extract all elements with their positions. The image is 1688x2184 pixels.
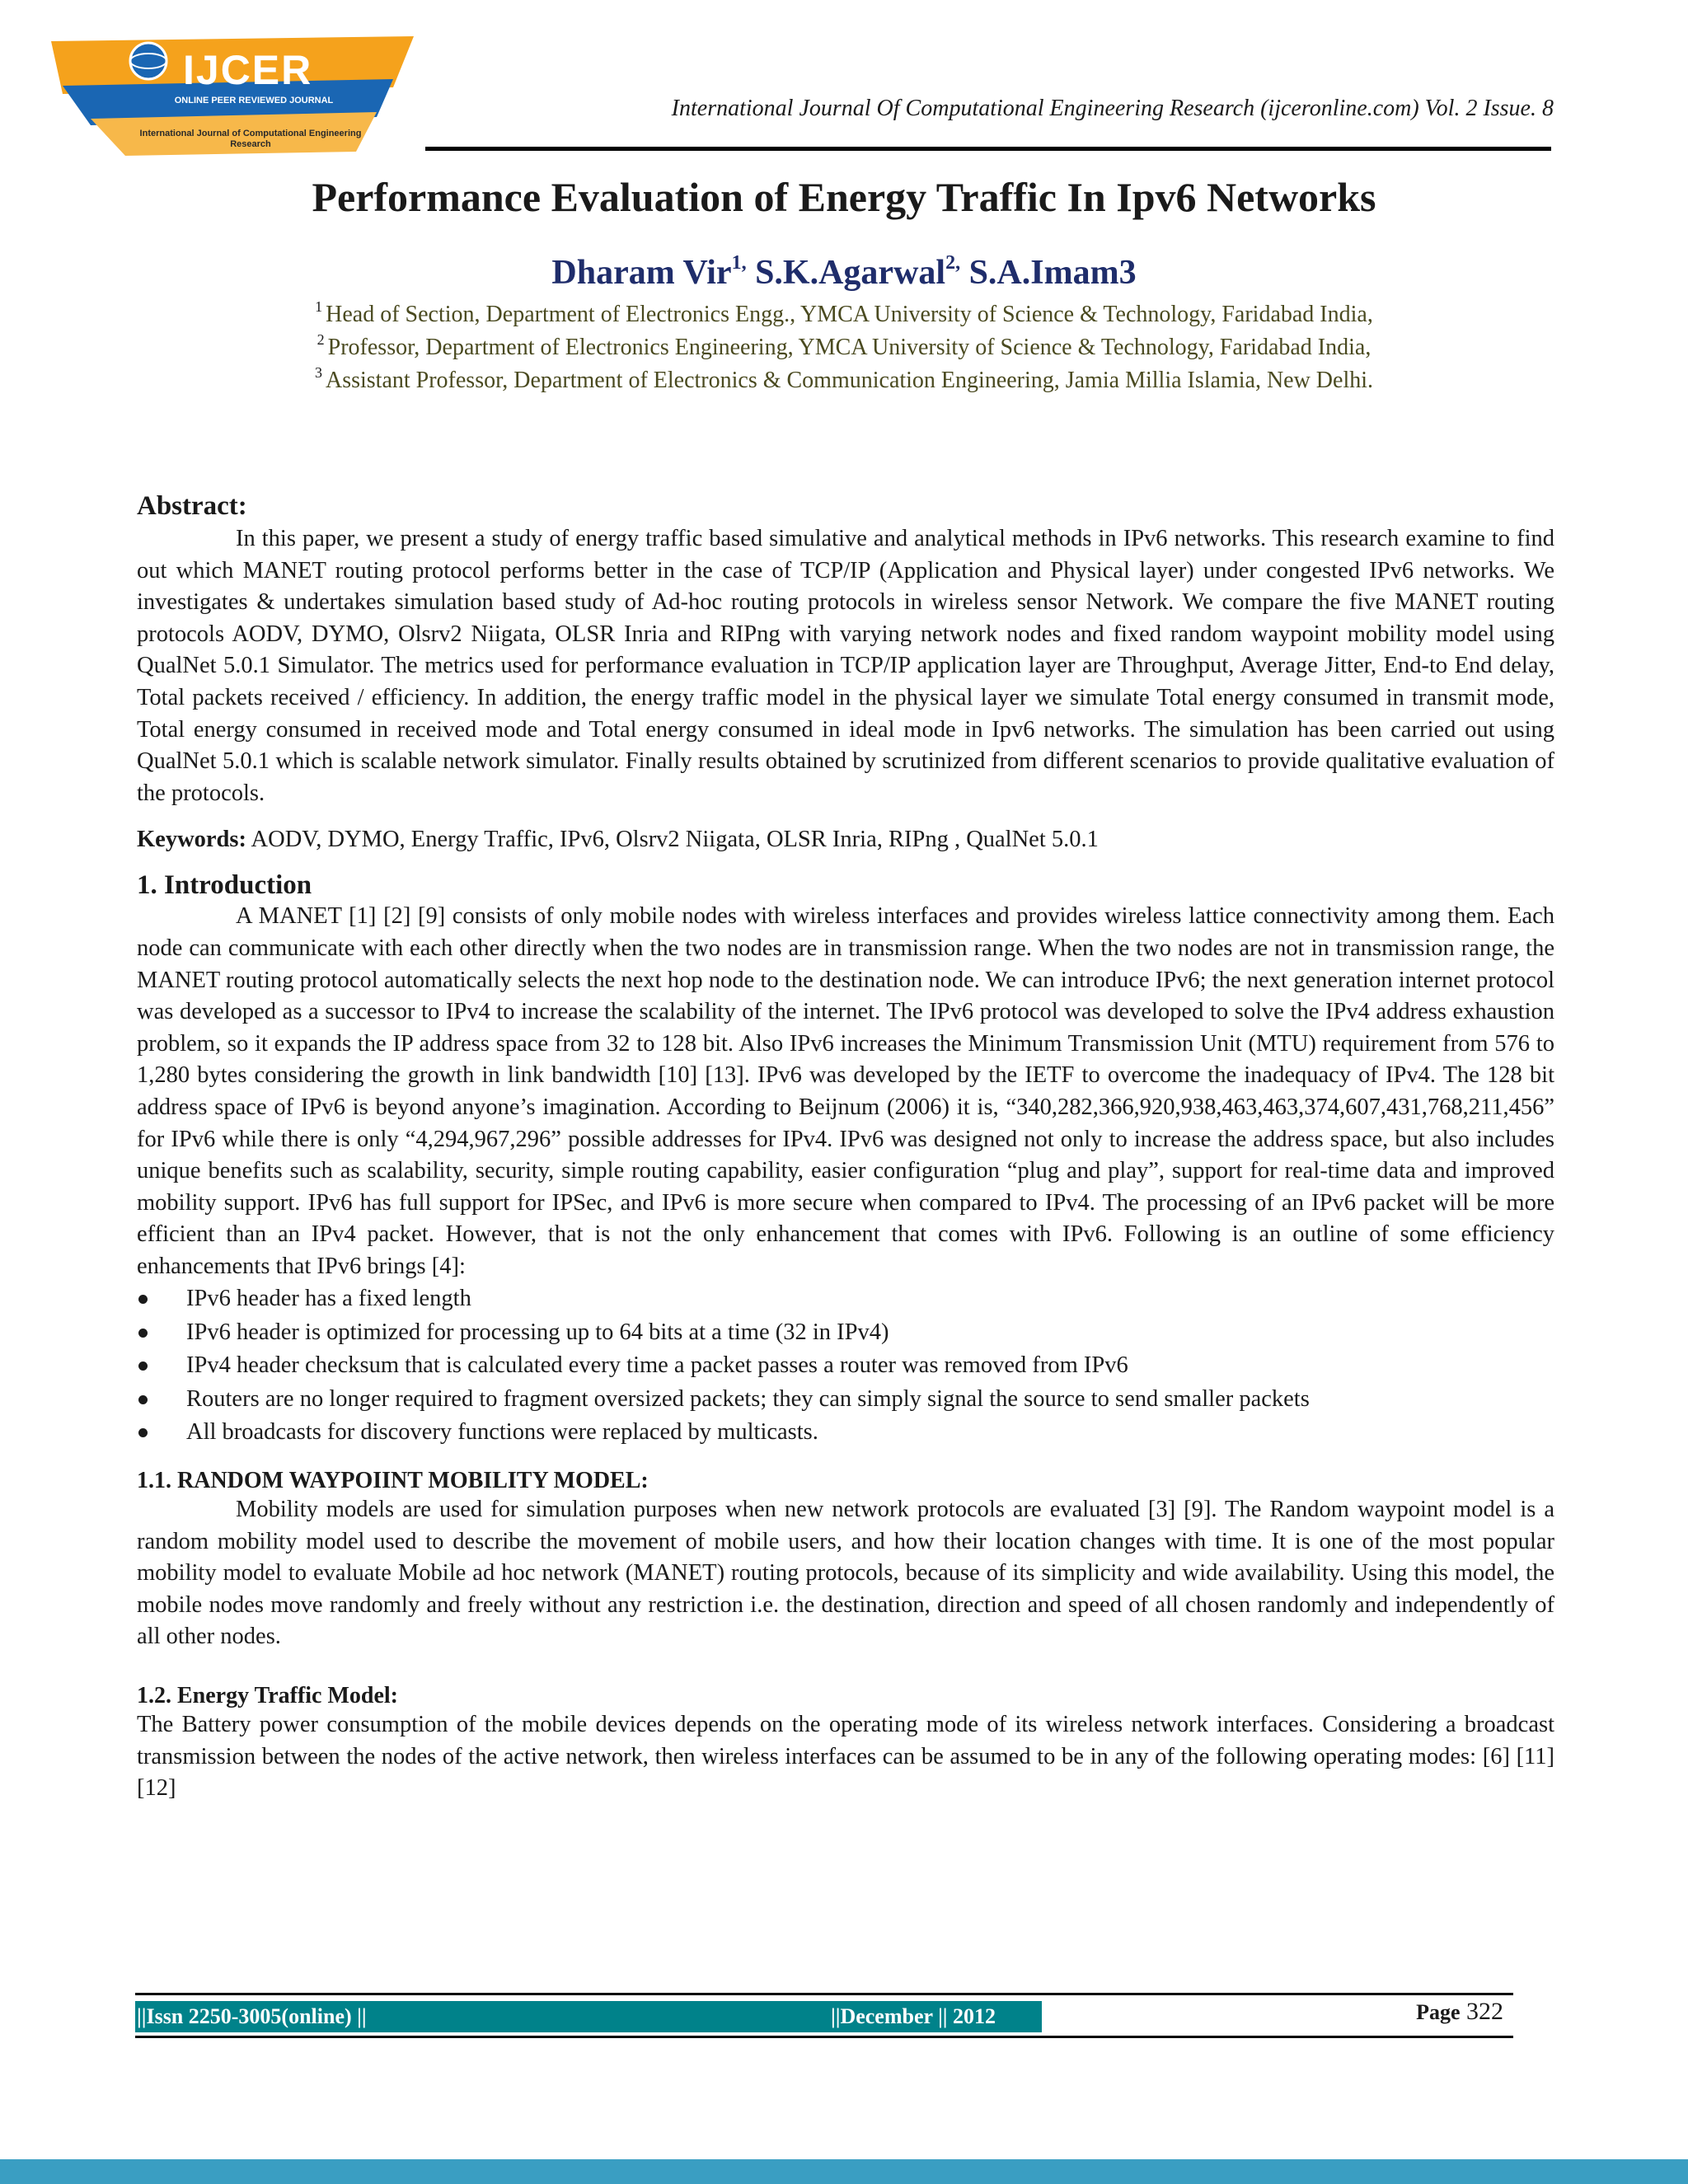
bullet-icon bbox=[138, 1428, 148, 1437]
keywords-text: AODV, DYMO, Energy Traffic, IPv6, Olsrv2 Niigata, OLSR Inria, RIPng , QualNet 5.0.1 bbox=[251, 827, 1099, 853]
affiliation bbox=[0, 331, 1688, 361]
energy-traffic-text: The Battery power consumption of the mobile devices depends on the operating mode of its wireless network interfaces. Considering a broadcast transmission between the nodes of the active network, then wireless interfaces can be assumed to be in any of the following operating modes: [6] [11] [12] bbox=[137, 1711, 1554, 1802]
author-name: S.K.Agarwal bbox=[755, 254, 946, 292]
header-rule bbox=[425, 147, 1551, 151]
list-item bbox=[137, 1416, 1554, 1450]
paper-title: Performance Evaluation of Energy Traffic In Ipv6 Networks bbox=[312, 174, 1376, 220]
author-sup: 2, bbox=[945, 252, 961, 274]
journal-header: International Journal Of Computational Engineering Research (ijceronline.com) Vol. 2 Issue. 8 bbox=[671, 96, 1554, 121]
list-item-text: All broadcasts for discovery functions were replaced by multicasts. bbox=[186, 1419, 818, 1446]
logo-full-name: International Journal of Computational Engineering Research bbox=[139, 129, 362, 149]
keywords bbox=[137, 824, 1554, 855]
list-item bbox=[137, 1349, 1554, 1383]
logo-tagline: ONLINE PEER REVIEWED JOURNAL bbox=[174, 96, 334, 105]
author-name: Dharam Vir bbox=[551, 254, 732, 292]
random-waypoint-text: Mobility models are used for simulation purposes when new network protocols are evaluated [3] [9]. The Random waypoint model is a random mobility model used to describe the movement of mobile users, and how their location changes with time. It is one of the most popular mobility model to evaluate Mobile ad hoc network (MANET) routing protocols, because of its simplicity and wide availability. Using this model, the mobile nodes move randomly and freely without any restriction i.e. the destination, direction and speed of all chosen randomly and independently of all other nodes. bbox=[137, 1496, 1554, 1650]
affiliation bbox=[0, 364, 1688, 394]
list-item-text: IPv6 header is optimized for processing up to 64 bits at a time (32 in IPv4) bbox=[186, 1319, 889, 1345]
affiliation-text: Head of Section, Department of Electronics Engg., YMCA University of Science & Technology, Faridabad India, bbox=[326, 302, 1373, 327]
footer-issn: ||Issn 2250-3005(online) || bbox=[137, 2004, 367, 2028]
paper-body bbox=[137, 491, 1554, 1805]
affiliation-number: 1 bbox=[315, 298, 323, 315]
affiliation-number: 2 bbox=[316, 331, 325, 348]
footer-top-rule bbox=[135, 1993, 1513, 1995]
footer-bottom-rule bbox=[135, 2036, 1513, 2038]
bottom-strip bbox=[0, 2159, 1688, 2184]
bullet-icon bbox=[138, 1295, 148, 1304]
section-heading-energy-traffic: 1.2. Energy Traffic Model: bbox=[137, 1682, 399, 1708]
author-name: S.A.Imam3 bbox=[968, 254, 1137, 292]
list-item-text: Routers are no longer required to fragment oversized packets; they can simply signal the source to send smaller packets bbox=[186, 1385, 1310, 1412]
authors-line bbox=[0, 252, 1688, 293]
section-heading-random-waypoint: 1.1. RANDOM WAYPOIINT MOBILITY MODEL: bbox=[137, 1467, 649, 1493]
author-sup: 1, bbox=[731, 252, 747, 274]
intro-text: A MANET [1] [2] [9] consists of only mobile nodes with wireless interfaces and provides wireless lattice connectivity among them. Each node can communicate with each other directly when the two nodes are in transmission range. When the two nodes are not in transmission range, the MANET routing protocol automatically selects the next hop node to the destination node. We can introduce IPv6; the next generation internet protocol was developed as a successor to IPv4 to increase the scalability of the internet. The IPv6 protocol was developed to solve the IPv4 address exhaustion problem, so it expands the IP address space from 32 to 128 bit. Also IPv6 increases the Minimum Transmission Unit (MTU) requirement from 576 to 1,280 bytes considering the growth in link bandwidth [10] [13]. IPv6 was developed by the IETF to overcome the inadequacy of IPv4. The 128 bit address space of IPv6 is beyond anyone’s imagination. According to Beijnum (2006) it is, “340,282,366,920,938,463,463,374,607,431,768,211,456” for IPv6 while there is only “4,294,967,296” possible addresses for IPv4. IPv6 was designed not only to increase the address space, but also includes unique benefits such as scalability, security, simple routing capability, easier configuration “plug and play”, support for real-time data and improved mobility support. IPv6 has full support for IPSec, and IPv6 is more secure when compared to IPv4. The processing of an IPv6 packet will be more efficient than an IPv4 packet. However, that is not the only enhancement that comes with IPv6. Following is an outline of some efficiency enhancements that IPv6 brings [4]: bbox=[137, 903, 1554, 1279]
logo-title: IJCER bbox=[183, 47, 313, 93]
list-item bbox=[137, 1282, 1554, 1316]
bullet-icon bbox=[138, 1329, 148, 1338]
page-number bbox=[1319, 1998, 1503, 2026]
enhancements-list bbox=[137, 1282, 1554, 1450]
section-heading-introduction: 1. Introduction bbox=[137, 870, 312, 901]
keywords-label: Keywords: bbox=[137, 827, 246, 853]
abstract-text: In this paper, we present a study of energy traffic based simulative and analytical methods in IPv6 networks. This research examine to find out which MANET routing protocol performs better in the case of TCP/IP (Application and Physical layer) under congested IPv6 networks. We investigates & undertakes simulation based study of Ad-hoc routing protocols in wireless sensor Network. We compare the five MANET routing protocols AODV, DYMO, Olsrv2 Niigata, OLSR Inria and RIPng with varying network nodes and fixed random waypoint mobility model using QualNet 5.0.1 Simulator. The metrics used for performance evaluation in TCP/IP application layer are Throughput, Average Jitter, End-to End delay, Total packets received / efficiency. In addition, the energy traffic model in the physical layer we simulate Total energy consumed in transmit mode, Total energy consumed in received mode and Total energy consumed in ideal mode in Ipv6 networks. The simulation has been carried out using QualNet 5.0.1 which is scalable network simulator. Finally results obtained by scrutinized from different scenarios to provide qualitative evaluation of the protocols. bbox=[137, 526, 1554, 806]
affiliation-text: Assistant Professor, Department of Electronics & Communication Engineering, Jamia Millia Islamia, New Delhi. bbox=[325, 368, 1374, 393]
journal-logo bbox=[51, 36, 422, 156]
affiliation-number: 3 bbox=[314, 364, 322, 381]
list-item-text: IPv6 header has a fixed length bbox=[186, 1286, 471, 1312]
affiliation-text: Professor, Department of Electronics Engineering, YMCA University of Science & Technology, Faridabad India, bbox=[327, 335, 1372, 360]
affiliation bbox=[0, 298, 1688, 328]
bullet-icon bbox=[138, 1361, 148, 1371]
footer-date: ||December || 2012 bbox=[831, 2004, 996, 2028]
abstract-heading: Abstract: bbox=[137, 491, 247, 521]
list-item-text: IPv4 header checksum that is calculated every time a packet passes a router was removed from IPv6 bbox=[186, 1352, 1128, 1379]
bullet-icon bbox=[138, 1395, 148, 1404]
list-item bbox=[137, 1316, 1554, 1350]
page-number-value: 322 bbox=[1466, 1998, 1503, 2025]
page-label: Page bbox=[1416, 2000, 1461, 2024]
list-item bbox=[137, 1383, 1554, 1417]
